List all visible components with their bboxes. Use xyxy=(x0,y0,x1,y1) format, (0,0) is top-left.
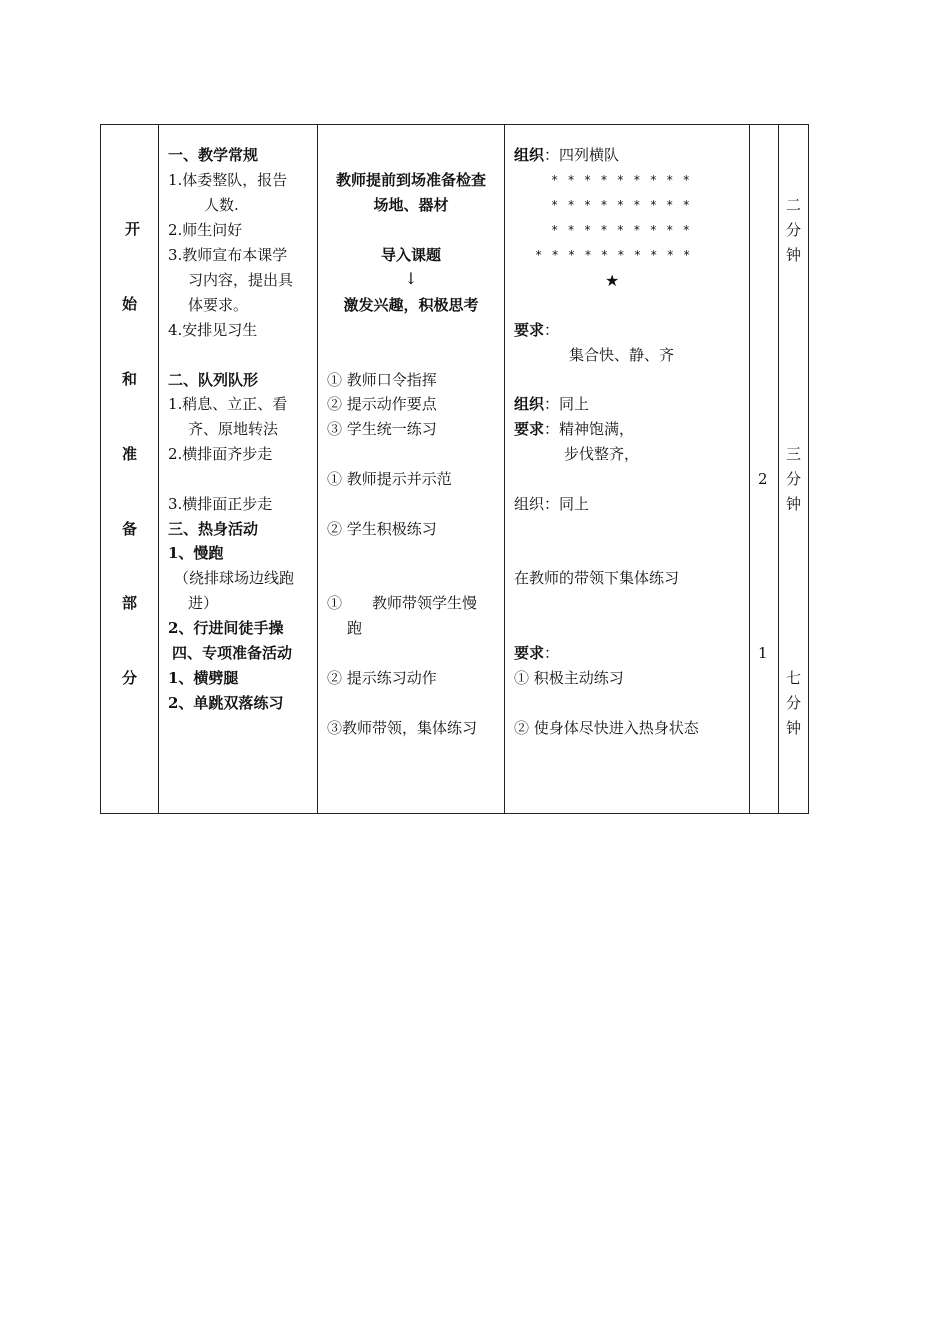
teacher-step: ③ 学生统一练习 xyxy=(327,420,437,438)
formation-row: * * * * * * * * * xyxy=(551,223,691,237)
section-char: 准 xyxy=(122,445,138,463)
teacher-step: ③教师带领，集体练习 xyxy=(327,719,478,737)
heading-routine: 一、教学常规 xyxy=(168,146,259,164)
heading-warmup: 三、热身活动 xyxy=(168,520,259,538)
value: ：同上 xyxy=(544,395,590,413)
time-cell xyxy=(779,125,809,814)
content-item: （绕排球场边线跑 xyxy=(174,569,295,587)
content-item: 1.稍息、立正、看 xyxy=(168,395,288,413)
label: 要求 xyxy=(514,321,545,339)
section-char: 分 xyxy=(122,669,138,687)
organization-line xyxy=(514,392,589,417)
section-char: 开 xyxy=(125,220,141,238)
colon: ： xyxy=(544,321,560,339)
content-item: 齐、原地转法 xyxy=(188,420,279,438)
content-item: 4.安排见习生 xyxy=(168,321,258,339)
time-char: 二 xyxy=(786,196,802,214)
teacher-step: ① 教师带领学生慢 xyxy=(327,594,478,612)
count-cell xyxy=(750,125,779,814)
requirement-label xyxy=(514,641,559,666)
section-char: 部 xyxy=(122,594,138,612)
teacher-step: ① 教师口令指挥 xyxy=(327,371,437,389)
content-item: 1、慢跑 xyxy=(168,544,224,562)
teacher-cell xyxy=(318,125,505,814)
count-value: 1 xyxy=(758,644,768,662)
teacher-text: 导入课题 xyxy=(380,246,441,264)
organization-line: 组织：同上 xyxy=(514,495,590,513)
organization-line xyxy=(514,143,619,168)
teacher-step: ① 教师提示并示范 xyxy=(327,470,452,488)
content-item: 体要求。 xyxy=(188,296,249,314)
teacher-text: 场地、器材 xyxy=(373,196,449,214)
teacher-star-icon: ★ xyxy=(605,271,620,290)
teacher-text: 激发兴趣，积极思考 xyxy=(343,296,479,314)
arrow-down-icon: ↓ xyxy=(404,269,418,288)
content-cell xyxy=(159,125,318,814)
label: 组织 xyxy=(514,395,545,413)
time-char: 钟 xyxy=(786,246,802,264)
heading-special: 四、专项准备活动 xyxy=(172,644,293,662)
time-char: 分 xyxy=(786,470,802,488)
teacher-step: ② 提示动作要点 xyxy=(327,395,437,413)
time-char: 分 xyxy=(786,694,802,712)
requirement-text: ② 使身体尽快进入热身状态 xyxy=(514,719,699,737)
requirement-text: 集合快、静、齐 xyxy=(569,346,675,364)
requirement-text: 步伐整齐， xyxy=(564,445,640,463)
section-char: 备 xyxy=(122,520,138,538)
time-char: 分 xyxy=(786,221,802,239)
time-char: 钟 xyxy=(786,719,802,737)
content-item: 2.师生问好 xyxy=(168,221,243,239)
label: 要求 xyxy=(514,420,545,438)
content-item: 1.体委整队，报告 xyxy=(168,171,288,189)
requirement-text: ① 积极主动练习 xyxy=(514,669,624,687)
content-item: 2.横排面齐步走 xyxy=(168,445,273,463)
content-item: 2、单跳双落练习 xyxy=(168,694,284,712)
time-char: 三 xyxy=(786,445,802,463)
formation-row: * * * * * * * * * * xyxy=(535,248,692,262)
label: 要求 xyxy=(514,644,545,662)
time-char: 七 xyxy=(786,669,802,687)
label: 组织 xyxy=(514,146,545,164)
content-item: 3.横排面正步走 xyxy=(168,495,273,513)
teacher-step: ② 提示练习动作 xyxy=(327,669,437,687)
teacher-step: 跑 xyxy=(347,619,363,637)
time-char: 钟 xyxy=(786,495,802,513)
content-item: 人数. xyxy=(204,196,239,214)
requirement-line xyxy=(514,417,634,442)
organization-cell xyxy=(505,125,750,814)
content-item: 进） xyxy=(188,594,219,612)
section-cell xyxy=(101,125,159,814)
content-item: 2、行进间徒手操 xyxy=(168,619,284,637)
teacher-text: 教师提前到场准备检查 xyxy=(335,171,486,189)
colon: ： xyxy=(544,644,560,662)
formation-row: * * * * * * * * * xyxy=(551,173,691,187)
heading-formation: 二、队列队形 xyxy=(168,371,259,389)
organization-text: 在教师的带领下集体练习 xyxy=(514,569,680,587)
requirement-label xyxy=(514,318,559,343)
section-char: 和 xyxy=(122,370,138,388)
content-item: 3.教师宣布本课学 xyxy=(168,246,288,264)
teacher-step: ② 学生积极练习 xyxy=(327,520,437,538)
section-char: 始 xyxy=(122,295,138,313)
value: ：精神饱满， xyxy=(544,420,635,438)
formation-row: * * * * * * * * * xyxy=(551,198,691,212)
value: ：四列横队 xyxy=(544,146,620,164)
content-item: 1、横劈腿 xyxy=(168,669,239,687)
content-item: 习内容，提出具 xyxy=(188,271,294,289)
lesson-plan-table xyxy=(100,124,809,814)
count-value: 2 xyxy=(758,470,768,488)
